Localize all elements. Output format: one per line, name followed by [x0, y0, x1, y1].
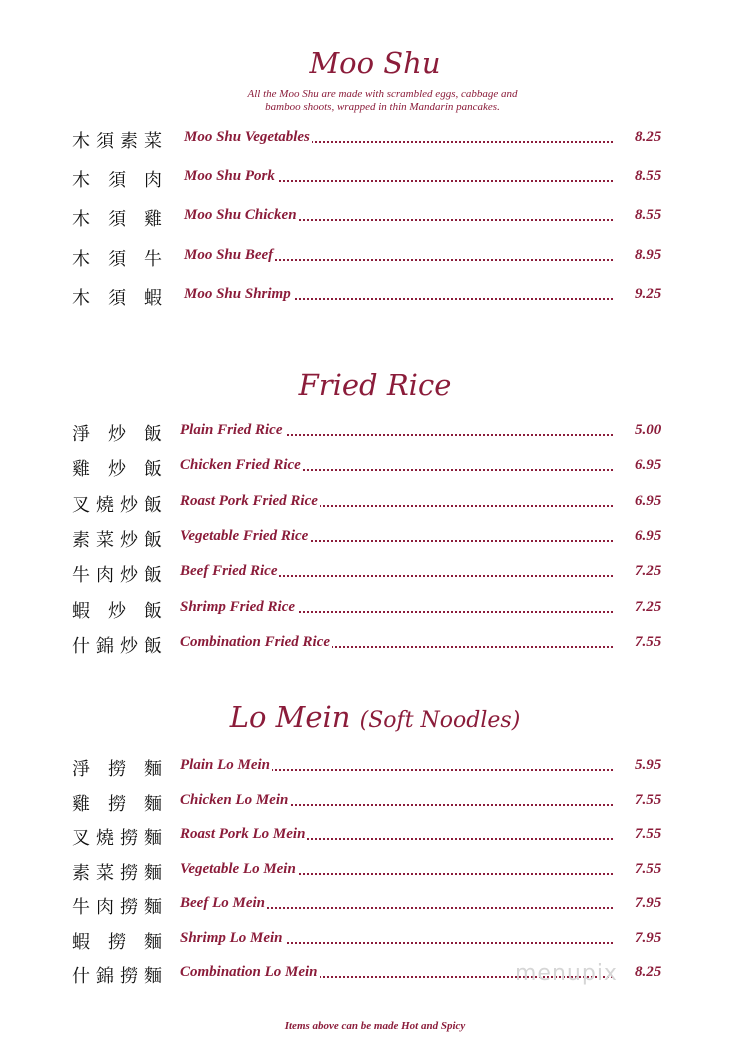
- menu-item: [0, 596, 750, 624]
- chinese-char: 素: [120, 131, 138, 152]
- moo-shu-description-line-1: All the Moo Shu are made with scrambled eggs, cabbage and: [247, 88, 518, 100]
- chinese-name: [72, 596, 162, 624]
- menu-item: [0, 961, 750, 989]
- chinese-name: [72, 631, 162, 659]
- item-price: 8.55: [635, 207, 662, 224]
- item-name: Roast Pork Fried Rice: [180, 492, 318, 509]
- item-price: 8.25: [635, 129, 662, 145]
- item-name: Beef Lo Mein: [180, 895, 265, 911]
- chinese-char: 撈: [120, 828, 138, 849]
- item-price: 7.25: [635, 598, 662, 615]
- menu-item: [0, 490, 750, 518]
- chinese-name: [72, 560, 162, 588]
- item-price: 7.55: [635, 826, 662, 842]
- chinese-char: 錦: [96, 966, 114, 987]
- chinese-char: 素: [72, 529, 90, 551]
- chinese-char: 炒: [120, 494, 138, 516]
- chinese-char: 木: [72, 131, 90, 152]
- chinese-char: 撈: [108, 931, 126, 953]
- item-price: 8.95: [635, 246, 662, 263]
- item-name: Vegetable Lo Mein: [180, 860, 296, 877]
- chinese-char: 菜: [96, 529, 114, 551]
- chinese-char: 菜: [96, 862, 114, 884]
- chinese-name: [72, 126, 162, 154]
- menu-item: [0, 283, 750, 311]
- menu-item: [0, 927, 750, 955]
- chinese-name: [72, 419, 162, 447]
- chinese-char: 撈: [108, 793, 126, 815]
- item-name: Moo Shu Pork: [184, 168, 275, 185]
- chinese-char: 須: [108, 248, 126, 270]
- chinese-char: 炒: [120, 635, 138, 657]
- chinese-char: 蝦: [72, 931, 90, 953]
- chinese-char: 飯: [144, 529, 162, 551]
- item-name: Combination Lo Mein: [180, 964, 318, 980]
- chinese-name: [72, 525, 162, 553]
- chinese-char: 燒: [96, 828, 114, 849]
- chinese-name: [72, 961, 162, 989]
- chinese-char: 叉: [72, 494, 90, 516]
- section-title-fried-rice: Fried Rice: [298, 368, 452, 402]
- chinese-char: 撈: [120, 966, 138, 987]
- item-name: Moo Shu Chicken: [184, 207, 297, 224]
- chinese-char: 麵: [144, 897, 162, 918]
- chinese-char: 飯: [144, 635, 162, 657]
- chinese-char: 牛: [144, 248, 162, 270]
- menu-item: [0, 631, 750, 659]
- item-price: 6.95: [635, 492, 662, 509]
- item-price: 7.55: [635, 791, 662, 808]
- chinese-char: 雞: [72, 793, 90, 815]
- chinese-char: 撈: [120, 862, 138, 884]
- footer-note: Items above can be made Hot and Spicy: [284, 1020, 466, 1032]
- item-price: 7.95: [635, 929, 662, 946]
- chinese-char: 木: [72, 248, 90, 270]
- item-name: Combination Fried Rice: [180, 633, 331, 650]
- chinese-char: 撈: [120, 897, 138, 918]
- item-price: 7.25: [635, 563, 662, 580]
- chinese-char: 木: [72, 287, 90, 309]
- item-name: Shrimp Lo Mein: [180, 929, 283, 946]
- chinese-char: 肉: [96, 565, 114, 587]
- chinese-name: [72, 204, 162, 232]
- menu-item: [0, 858, 750, 886]
- chinese-char: 麵: [144, 793, 162, 815]
- chinese-name: [72, 789, 162, 817]
- item-price: 8.25: [635, 964, 662, 980]
- item-name: Roast Pork Lo Mein: [180, 826, 306, 842]
- chinese-name: [72, 754, 162, 782]
- menupix-watermark: menupix: [515, 961, 618, 986]
- item-price: 7.55: [635, 860, 662, 877]
- chinese-char: 飯: [144, 565, 162, 587]
- menu-item: [0, 823, 750, 851]
- chinese-name: [72, 165, 162, 193]
- chinese-char: 須: [108, 209, 126, 231]
- chinese-char: 飯: [144, 459, 162, 481]
- chinese-char: 牛: [72, 565, 90, 587]
- chinese-char: 素: [72, 862, 90, 884]
- lo-mein-title-text: Lo Mein: [229, 700, 351, 734]
- menu-item: [0, 754, 750, 782]
- chinese-char: 牛: [72, 897, 90, 918]
- item-name: Vegetable Fried Rice: [180, 527, 309, 544]
- item-price: 8.55: [635, 168, 662, 185]
- item-name: Plain Fried Rice: [180, 422, 283, 438]
- menu-item: [0, 165, 750, 193]
- chinese-name: [72, 490, 162, 518]
- section-title-lo-mein: [0, 700, 750, 734]
- chinese-name: [72, 892, 162, 920]
- menu-item: [0, 419, 750, 447]
- chinese-char: 燒: [96, 494, 114, 516]
- item-price: 9.25: [635, 285, 662, 302]
- menu-item: [0, 560, 750, 588]
- lo-mein-title-paren: (Soft Noodles): [359, 708, 521, 733]
- chinese-char: 麵: [144, 862, 162, 884]
- chinese-char: 什: [72, 635, 90, 657]
- chinese-char: 須: [108, 287, 126, 309]
- chinese-char: 麵: [144, 966, 162, 987]
- chinese-char: 炒: [120, 565, 138, 587]
- chinese-char: 撈: [108, 759, 126, 780]
- chinese-char: 麵: [144, 828, 162, 849]
- item-price: 6.95: [635, 457, 662, 474]
- chinese-char: 淨: [72, 759, 90, 780]
- chinese-char: 木: [72, 170, 90, 192]
- item-price: 5.95: [635, 757, 662, 773]
- chinese-char: 叉: [72, 828, 90, 849]
- chinese-char: 什: [72, 966, 90, 987]
- item-price: 7.95: [635, 895, 662, 911]
- chinese-char: 雞: [72, 459, 90, 481]
- chinese-char: 錦: [96, 635, 114, 657]
- menu-item: [0, 204, 750, 232]
- chinese-char: 雞: [144, 209, 162, 231]
- chinese-char: 炒: [108, 459, 126, 481]
- chinese-char: 炒: [108, 424, 126, 445]
- chinese-char: 木: [72, 209, 90, 231]
- item-name: Moo Shu Vegetables: [184, 129, 310, 145]
- chinese-name: [72, 283, 162, 311]
- item-name: Beef Fried Rice: [180, 563, 278, 580]
- menu-item: [0, 892, 750, 920]
- chinese-char: 須: [108, 170, 126, 192]
- chinese-char: 炒: [108, 600, 126, 622]
- chinese-name: [72, 858, 162, 886]
- menu-item: [0, 454, 750, 482]
- item-price: 5.00: [635, 422, 662, 438]
- menu-item: [0, 525, 750, 553]
- item-name: Moo Shu Shrimp: [184, 285, 291, 302]
- chinese-char: 淨: [72, 424, 90, 445]
- moo-shu-description-line-2: bamboo shoots, wrapped in thin Mandarin pancakes.: [265, 101, 500, 113]
- chinese-char: 飯: [144, 600, 162, 622]
- item-name: Moo Shu Beef: [184, 246, 274, 263]
- item-name: Shrimp Fried Rice: [180, 598, 296, 615]
- chinese-char: 炒: [120, 529, 138, 551]
- chinese-name: [72, 244, 162, 272]
- chinese-char: 麵: [144, 931, 162, 953]
- chinese-char: 菜: [144, 131, 162, 152]
- chinese-char: 須: [96, 131, 114, 152]
- chinese-name: [72, 454, 162, 482]
- item-price: 7.55: [635, 633, 662, 650]
- chinese-char: 飯: [144, 424, 162, 445]
- chinese-char: 肉: [96, 897, 114, 918]
- item-name: Plain Lo Mein: [180, 757, 271, 773]
- chinese-char: 蝦: [144, 287, 162, 309]
- chinese-char: 肉: [144, 170, 162, 192]
- menu-item: [0, 244, 750, 272]
- chinese-char: 飯: [144, 494, 162, 516]
- item-price: 6.95: [635, 527, 662, 544]
- chinese-name: [72, 927, 162, 955]
- chinese-char: 麵: [144, 759, 162, 780]
- chinese-char: 蝦: [72, 600, 90, 622]
- chinese-name: [72, 823, 162, 851]
- menu-item: [0, 789, 750, 817]
- item-name: Chicken Lo Mein: [180, 791, 289, 808]
- section-title-moo-shu: Moo Shu: [309, 46, 441, 80]
- item-name: Chicken Fried Rice: [180, 457, 301, 474]
- menu-item: [0, 126, 750, 154]
